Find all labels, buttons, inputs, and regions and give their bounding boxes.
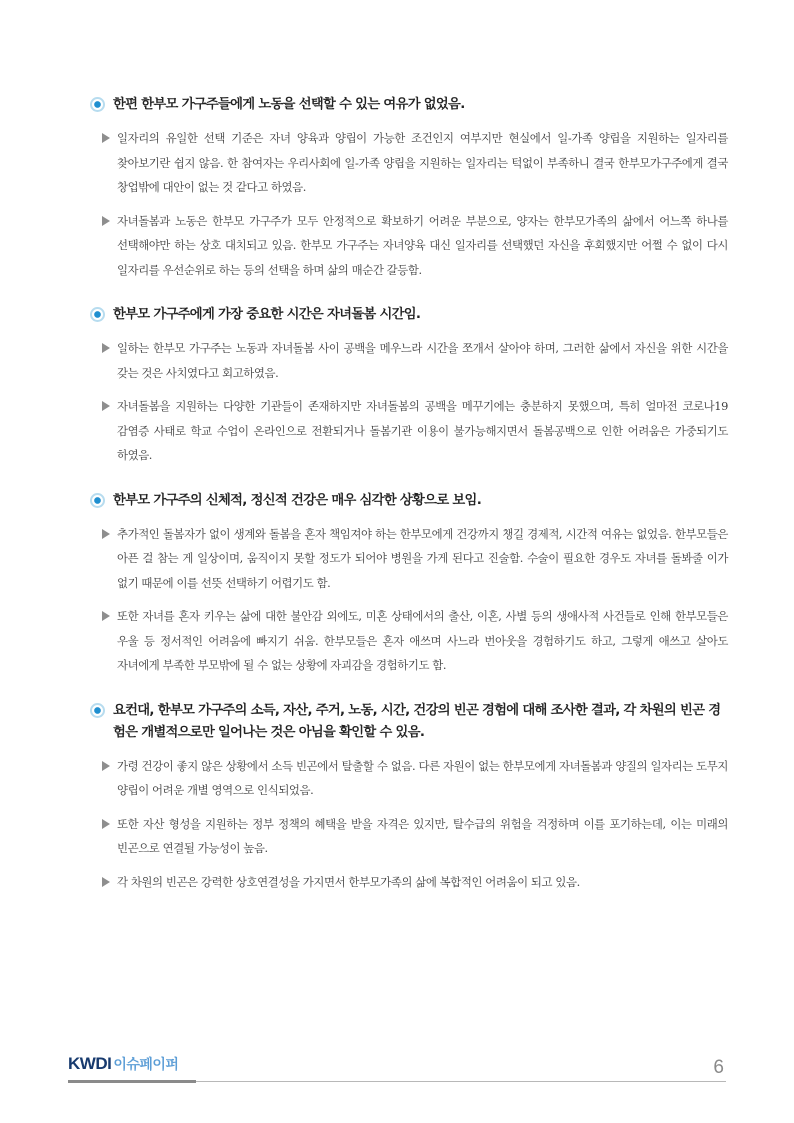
bullet-item xyxy=(102,209,728,283)
triangle-bullet-icon xyxy=(102,529,110,539)
section-heading xyxy=(90,304,728,326)
section-heading xyxy=(90,94,728,116)
triangle-bullet-icon xyxy=(102,877,110,887)
bullet-item xyxy=(102,336,728,385)
publication-title: 이슈페이퍼 xyxy=(113,1056,179,1072)
bullet-item xyxy=(102,394,728,468)
bullet-text: 자녀돌봄을 지원하는 다양한 기관들이 존재하지만 자녀돌봄의 공백을 메꾸기에는 충분하지 못했으며, 특히 얼마전 코로나19 감염증 사태로 학교 수업이 온라인으로 전환되거나 돌봄기관 이용이 불가능해지면서 돌봄공백으로 인한 어려움은 가중되기도 하였음. xyxy=(117,399,728,462)
bullet-item xyxy=(102,754,728,803)
section-heading-text: 한편 한부모 가구주들에게 노동을 선택할 수 있는 여유가 없었음. xyxy=(113,97,465,112)
triangle-bullet-icon xyxy=(102,761,110,771)
triangle-bullet-icon xyxy=(102,216,110,226)
bullet-item xyxy=(102,870,728,895)
bullet-text: 또한 자녀를 혼자 키우는 삶에 대한 불안감 외에도, 미혼 상태에서의 출산, 이혼, 사별 등의 생애사적 사건들로 인해 한부모들은 우울 등 정서적인 어려움에 빠지기 쉬움. 한부모들은 혼자 애쓰며 사느라 번아웃을 경험하기도 하고, 그렇게 애쓰고 살아도 자녀에게 부족한 부모밖에 될 수 없는 상황에 자괴감을 경험하기도 함. xyxy=(117,609,728,672)
section-care-time xyxy=(90,304,728,468)
footer-divider-accent xyxy=(68,1080,196,1083)
target-circle-icon xyxy=(90,493,105,508)
bullet-item xyxy=(102,812,728,861)
page-footer xyxy=(68,1054,726,1084)
bullet-text: 일자리의 유일한 선택 기준은 자녀 양육과 양립이 가능한 조건인지 여부지만 현실에서 일-가족 양립을 지원하는 일자리를 찾아보기란 쉽지 않음. 한 참여자는 우리사회에 일-가족 양립을 지원하는 일자리는 턱없이 부족하니 결국 한부모가구주에게 결국 창업밖에 대안이 없는 것 같다고 하였음. xyxy=(117,131,728,194)
page-number: 6 xyxy=(713,1057,724,1078)
kwdi-logo-text: KWDI xyxy=(68,1054,112,1073)
publication-brand xyxy=(68,1054,178,1074)
triangle-bullet-icon xyxy=(102,819,110,829)
bullet-text: 가령 건강이 좋지 않은 상황에서 소득 빈곤에서 탈출할 수 없음. 다른 자원이 없는 한부모에게 자녀돌봄과 양질의 일자리는 도무지 양립이 어려운 개별 영역으로 인식되었음. xyxy=(117,758,728,797)
triangle-bullet-icon xyxy=(102,401,110,411)
section-heading-text: 요컨대, 한부모 가구주의 소득, 자산, 주거, 노동, 시간, 건강의 빈곤 경험에 대해 조사한 결과, 각 차원의 빈곤 경험은 개별적으로만 일어나는 것은 아님을 확인할 수 있음. xyxy=(113,702,721,740)
bullet-item xyxy=(102,522,728,596)
section-health xyxy=(90,490,728,678)
bullet-text: 일하는 한부모 가구주는 노동과 자녀돌봄 사이 공백을 메우느라 시간을 쪼개서 살아야 하며, 그러한 삶에서 자신을 위한 시간을 갖는 것은 사치였다고 회고하였음. xyxy=(117,341,728,380)
triangle-bullet-icon xyxy=(102,611,110,621)
section-heading-text: 한부모 가구주의 신체적, 정신적 건강은 매우 심각한 상황으로 보임. xyxy=(113,492,482,508)
section-heading xyxy=(90,700,728,744)
bullet-item xyxy=(102,126,728,200)
section-work-choice xyxy=(90,94,728,282)
target-circle-icon xyxy=(90,307,105,322)
section-heading xyxy=(90,490,728,512)
target-circle-icon xyxy=(90,703,105,718)
section-summary xyxy=(90,700,728,895)
bullet-text: 또한 자산 형성을 지원하는 정부 정책의 혜택을 받을 자격은 있지만, 탈수급의 위험을 걱정하며 이를 포기하는데, 이는 미래의 빈곤으로 연결될 가능성이 높음. xyxy=(117,816,728,855)
section-heading-text: 한부모 가구주에게 가장 중요한 시간은 자녀돌봄 시간임. xyxy=(113,307,421,322)
bullet-text: 자녀돌봄과 노동은 한부모 가구주가 모두 안정적으로 확보하기 어려운 부분으로, 양자는 한부모가족의 삶에서 어느쪽 하나를 선택해야만 하는 상호 대치되고 있음. 한부모 가구주는 자녀양육 대신 일자리를 선택했던 자신을 후회했지만 어쩔 수 없이 다시 일자리를 우선순위로 하는 등의 선택을 하며 삶의 매순간 갈등함. xyxy=(117,213,728,277)
bullet-item xyxy=(102,604,728,678)
triangle-bullet-icon xyxy=(102,343,110,353)
document-body xyxy=(90,94,728,916)
bullet-text: 추가적인 돌봄자가 없이 생계와 돌봄을 혼자 책임져야 하는 한부모에게 건강까지 챙길 경제적, 시간적 여유는 없었음. 한부모들은 아픈 걸 참는 게 일상이며, 움직이지 못할 정도가 되어야 병원을 가게 된다고 진술함. 수술이 필요한 경우도 자녀를 돌봐줄 이가 없기 때문에 이를 선뜻 선택하기 어렵기도 함. xyxy=(117,526,728,590)
triangle-bullet-icon xyxy=(102,133,110,143)
target-circle-icon xyxy=(90,97,105,112)
bullet-text: 각 차원의 빈곤은 강력한 상호연결성을 가지면서 한부모가족의 삶에 복합적인 어려움이 되고 있음. xyxy=(117,874,580,889)
